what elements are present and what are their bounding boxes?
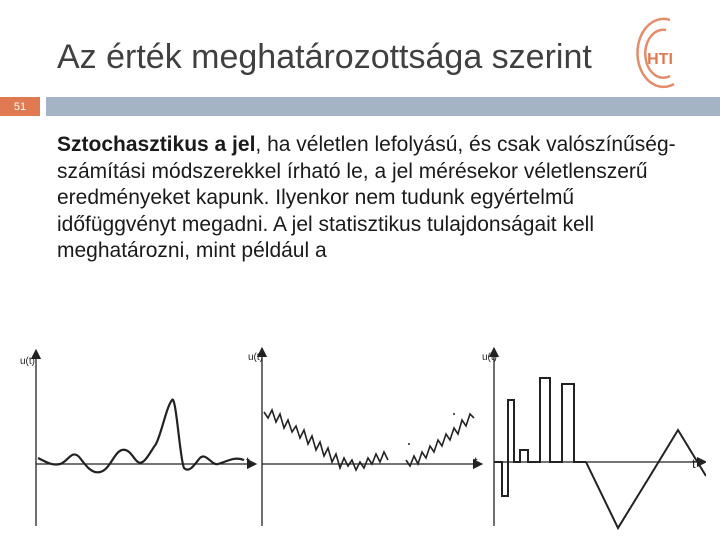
header-bar — [46, 97, 720, 116]
graph-1 — [20, 354, 252, 526]
graph-2-xlabel: t — [474, 454, 478, 469]
slide-number: 51 — [0, 97, 40, 116]
graph-2-ylabel: u(t) — [248, 352, 263, 363]
graph-3-ylabel: u(t) — [482, 352, 497, 363]
hti-logo-icon — [630, 12, 686, 96]
graph-1-xlabel: t — [246, 454, 250, 469]
graph-2 — [248, 352, 478, 526]
signal-graphs-svg — [14, 340, 706, 532]
svg-text:HTI: HTI — [647, 51, 673, 68]
body-paragraph — [57, 132, 697, 265]
slide-title: Az érték meghatározottsága szerint — [57, 38, 592, 76]
graph-3-xlabel: t — [692, 456, 696, 471]
signal-graphs — [14, 340, 706, 532]
graph-1-ylabel: u(t) — [20, 356, 35, 367]
body-bold-term: Sztochasztikus a jel — [57, 133, 256, 156]
graph-3 — [482, 352, 706, 528]
body-rest: , ha véletlen lefolyású, és csak valószínűség-számítási módszerekkel írható le, a jel mérésekor véletlenszerű eredményeket kapunk. Ilyenkor nem tudunk egyértelmű időfüggvényt megadni. A jel statisztikus tulajdonságait kell meghatározni, mint például a — [57, 133, 676, 262]
